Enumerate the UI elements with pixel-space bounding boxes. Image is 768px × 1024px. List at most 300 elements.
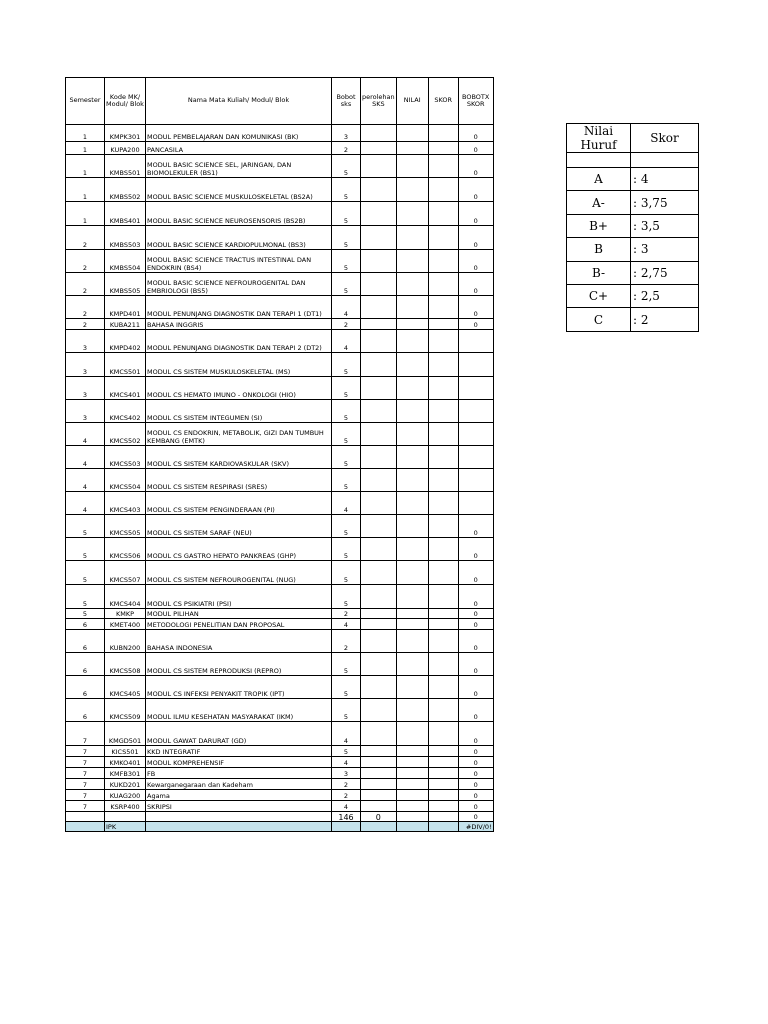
skor-cell bbox=[428, 699, 458, 722]
table-row bbox=[66, 653, 494, 676]
semester-cell: 2 bbox=[66, 226, 105, 250]
semester-cell: 4 bbox=[66, 469, 105, 492]
ipk-empty-cell bbox=[361, 822, 397, 832]
perolehan-cell bbox=[361, 779, 397, 790]
perolehan-cell bbox=[361, 609, 397, 619]
header-row bbox=[66, 78, 494, 125]
total-perolehan: 0 bbox=[361, 812, 397, 822]
bobotx-cell: 0 bbox=[458, 125, 493, 142]
semester-cell: 5 bbox=[66, 538, 105, 561]
nama-cell: MODUL CS PSIKIATRI (PSI) bbox=[146, 585, 332, 609]
perolehan-cell bbox=[361, 142, 397, 155]
sks-cell: 5 bbox=[332, 250, 361, 273]
sks-cell: 4 bbox=[332, 619, 361, 630]
bobotx-cell: 0 bbox=[458, 561, 493, 585]
semester-cell: 6 bbox=[66, 699, 105, 722]
nama-cell: KKD INTEGRATIF bbox=[146, 746, 332, 757]
kode-cell: KMCS508 bbox=[105, 653, 146, 676]
sks-cell: 5 bbox=[332, 446, 361, 469]
skor-cell bbox=[428, 768, 458, 779]
semester-cell: 3 bbox=[66, 330, 105, 353]
skor-cell bbox=[428, 142, 458, 155]
kode-cell: KMCS505 bbox=[105, 515, 146, 538]
bobotx-cell bbox=[458, 377, 493, 400]
semester-cell: 1 bbox=[66, 125, 105, 142]
kode-cell: KMCS507 bbox=[105, 561, 146, 585]
sks-cell: 5 bbox=[332, 353, 361, 377]
grade-score: : 2,5 bbox=[631, 284, 699, 307]
nama-cell: MODUL CS SISTEM RESPIRASI (SRES) bbox=[146, 469, 332, 492]
bobotx-cell bbox=[458, 446, 493, 469]
perolehan-cell bbox=[361, 790, 397, 801]
perolehan-cell bbox=[361, 353, 397, 377]
semester-cell: 7 bbox=[66, 746, 105, 757]
sks-cell: 5 bbox=[332, 400, 361, 423]
nilai-cell bbox=[396, 722, 428, 746]
total-empty-cell bbox=[428, 812, 458, 822]
perolehan-cell bbox=[361, 538, 397, 561]
table-row bbox=[66, 226, 494, 250]
sks-cell: 2 bbox=[332, 630, 361, 653]
grade-row bbox=[567, 191, 699, 214]
skor-cell bbox=[428, 377, 458, 400]
nama-cell: MODUL BASIC SCIENCE MUSKULOSKELETAL (BS2A) bbox=[146, 178, 332, 202]
grade-header-skor: Skor bbox=[631, 124, 699, 153]
kode-cell: KMCS403 bbox=[105, 492, 146, 515]
semester-cell: 7 bbox=[66, 779, 105, 790]
skor-cell bbox=[428, 561, 458, 585]
sks-cell: 2 bbox=[332, 609, 361, 619]
kode-cell: KMPK301 bbox=[105, 125, 146, 142]
perolehan-cell bbox=[361, 515, 397, 538]
kode-cell: KMCS509 bbox=[105, 699, 146, 722]
header-kode: Kode MK/ Modul/ Blok bbox=[105, 78, 146, 125]
table-row bbox=[66, 250, 494, 273]
perolehan-cell bbox=[361, 768, 397, 779]
ipk-empty-cell bbox=[66, 822, 105, 832]
grade-score: : 3 bbox=[631, 238, 699, 261]
nilai-cell bbox=[396, 446, 428, 469]
nama-cell: PANCASILA bbox=[146, 142, 332, 155]
kode-cell: KMBS503 bbox=[105, 226, 146, 250]
sks-cell: 4 bbox=[332, 296, 361, 319]
course-body bbox=[66, 125, 494, 812]
bobotx-cell: 0 bbox=[458, 790, 493, 801]
kode-cell: KMCS504 bbox=[105, 469, 146, 492]
skor-cell bbox=[428, 585, 458, 609]
ipk-empty-cell bbox=[428, 822, 458, 832]
table-row bbox=[66, 790, 494, 801]
sks-cell: 5 bbox=[332, 538, 361, 561]
nama-cell: MODUL BASIC SCIENCE NEFROUROGENITAL DAN EMBRIOLOGI (BS5) bbox=[146, 273, 332, 296]
grade-table bbox=[566, 123, 699, 332]
table-row bbox=[66, 125, 494, 142]
sks-cell: 2 bbox=[332, 319, 361, 330]
nilai-cell bbox=[396, 178, 428, 202]
perolehan-cell bbox=[361, 653, 397, 676]
bobotx-cell bbox=[458, 469, 493, 492]
table-row bbox=[66, 400, 494, 423]
bobotx-cell: 0 bbox=[458, 538, 493, 561]
sks-cell: 4 bbox=[332, 722, 361, 746]
perolehan-cell bbox=[361, 561, 397, 585]
skor-cell bbox=[428, 630, 458, 653]
semester-cell: 2 bbox=[66, 296, 105, 319]
table-row bbox=[66, 178, 494, 202]
skor-cell bbox=[428, 125, 458, 142]
total-empty-cell bbox=[396, 812, 428, 822]
kode-cell: KSRP400 bbox=[105, 801, 146, 812]
skor-cell bbox=[428, 178, 458, 202]
header-skor: SKOR bbox=[428, 78, 458, 125]
kode-cell: KMCS503 bbox=[105, 446, 146, 469]
nilai-cell bbox=[396, 699, 428, 722]
bobotx-cell: 0 bbox=[458, 202, 493, 226]
nama-cell: SKRIPSI bbox=[146, 801, 332, 812]
sks-cell: 3 bbox=[332, 125, 361, 142]
grade-letter: B bbox=[567, 238, 631, 261]
bobotx-cell bbox=[458, 423, 493, 446]
grade-score: : 4 bbox=[631, 168, 699, 191]
semester-cell: 7 bbox=[66, 722, 105, 746]
semester-cell: 2 bbox=[66, 319, 105, 330]
perolehan-cell bbox=[361, 155, 397, 178]
nama-cell: MODUL PEMBELAJARAN DAN KOMUNIKASI (BK) bbox=[146, 125, 332, 142]
skor-cell bbox=[428, 757, 458, 768]
perolehan-cell bbox=[361, 377, 397, 400]
perolehan-cell bbox=[361, 250, 397, 273]
bobotx-cell: 0 bbox=[458, 585, 493, 609]
kode-cell: KICS501 bbox=[105, 746, 146, 757]
nama-cell: MODUL CS ENDOKRIN, METABOLIK, GIZI DAN TUMBUH KEMBANG (EMTK) bbox=[146, 423, 332, 446]
kode-cell: KMBS504 bbox=[105, 250, 146, 273]
perolehan-cell bbox=[361, 699, 397, 722]
skor-cell bbox=[428, 619, 458, 630]
nilai-cell bbox=[396, 653, 428, 676]
grade-row bbox=[567, 214, 699, 237]
table-row bbox=[66, 142, 494, 155]
perolehan-cell bbox=[361, 492, 397, 515]
nama-cell: MODUL KOMPREHENSIF bbox=[146, 757, 332, 768]
nilai-cell bbox=[396, 423, 428, 446]
kode-cell: KMBS501 bbox=[105, 155, 146, 178]
bobotx-cell: 0 bbox=[458, 676, 493, 699]
sks-cell: 5 bbox=[332, 699, 361, 722]
sks-cell: 5 bbox=[332, 226, 361, 250]
table-row bbox=[66, 630, 494, 653]
skor-cell bbox=[428, 492, 458, 515]
skor-cell bbox=[428, 790, 458, 801]
semester-cell: 1 bbox=[66, 202, 105, 226]
nilai-cell bbox=[396, 768, 428, 779]
skor-cell bbox=[428, 801, 458, 812]
nama-cell: BAHASA INDONESIA bbox=[146, 630, 332, 653]
bobotx-cell: 0 bbox=[458, 609, 493, 619]
skor-cell bbox=[428, 273, 458, 296]
skor-cell bbox=[428, 469, 458, 492]
nama-cell: BAHASA INGGRIS bbox=[146, 319, 332, 330]
semester-cell: 6 bbox=[66, 630, 105, 653]
bobotx-cell: 0 bbox=[458, 619, 493, 630]
table-row bbox=[66, 619, 494, 630]
nama-cell: MODUL BASIC SCIENCE SEL, JARINGAN, DAN BIOMOLEKULER (BS1) bbox=[146, 155, 332, 178]
perolehan-cell bbox=[361, 296, 397, 319]
semester-cell: 7 bbox=[66, 757, 105, 768]
header-nama: Nama Mata Kuliah/ Modul/ Blok bbox=[146, 78, 332, 125]
bobotx-cell: 0 bbox=[458, 296, 493, 319]
nilai-cell bbox=[396, 757, 428, 768]
grade-header-huruf: Nilai Huruf bbox=[567, 124, 631, 153]
nama-cell: MODUL CS SISTEM SARAF (NEU) bbox=[146, 515, 332, 538]
nilai-cell bbox=[396, 250, 428, 273]
grade-score: : 2 bbox=[631, 308, 699, 331]
nama-cell: MODUL CS SISTEM KARDIOVASKULAR (SKV) bbox=[146, 446, 332, 469]
sks-cell: 4 bbox=[332, 757, 361, 768]
semester-cell: 1 bbox=[66, 178, 105, 202]
perolehan-cell bbox=[361, 202, 397, 226]
nilai-cell bbox=[396, 801, 428, 812]
sks-cell: 5 bbox=[332, 585, 361, 609]
bobotx-cell: 0 bbox=[458, 273, 493, 296]
table-row bbox=[66, 699, 494, 722]
nama-cell: FB bbox=[146, 768, 332, 779]
nama-cell: MODUL CS INFEKSI PENYAKIT TROPIK (IPT) bbox=[146, 676, 332, 699]
perolehan-cell bbox=[361, 319, 397, 330]
nilai-cell bbox=[396, 330, 428, 353]
nama-cell: MODUL CS SISTEM REPRODUKSI (REPRO) bbox=[146, 653, 332, 676]
kode-cell: KMKO401 bbox=[105, 757, 146, 768]
header-bobot: Bobot sks bbox=[332, 78, 361, 125]
table-row bbox=[66, 423, 494, 446]
header-nilai: NILAI bbox=[396, 78, 428, 125]
sks-cell: 4 bbox=[332, 330, 361, 353]
table-row bbox=[66, 319, 494, 330]
sks-cell: 4 bbox=[332, 492, 361, 515]
grade-letter: B- bbox=[567, 261, 631, 284]
kode-cell: KMBS502 bbox=[105, 178, 146, 202]
kode-cell: KMBS505 bbox=[105, 273, 146, 296]
table-row bbox=[66, 746, 494, 757]
skor-cell bbox=[428, 779, 458, 790]
semester-cell: 7 bbox=[66, 790, 105, 801]
skor-cell bbox=[428, 250, 458, 273]
nama-cell: MODUL BASIC SCIENCE KARDIOPULMONAL (BS3) bbox=[146, 226, 332, 250]
table-row bbox=[66, 296, 494, 319]
bobotx-cell: 0 bbox=[458, 779, 493, 790]
total-bobotx: 0 bbox=[458, 812, 493, 822]
grade-letter: A- bbox=[567, 191, 631, 214]
bobotx-cell: 0 bbox=[458, 801, 493, 812]
course-table bbox=[65, 77, 494, 832]
bobotx-cell: 0 bbox=[458, 226, 493, 250]
skor-cell bbox=[428, 202, 458, 226]
semester-cell: 2 bbox=[66, 250, 105, 273]
grade-row bbox=[567, 308, 699, 331]
sks-cell: 5 bbox=[332, 561, 361, 585]
kode-cell: KMFB301 bbox=[105, 768, 146, 779]
grade-blank-cell bbox=[567, 153, 631, 168]
nama-cell: MODUL PILIHAN bbox=[146, 609, 332, 619]
grade-letter: B+ bbox=[567, 214, 631, 237]
perolehan-cell bbox=[361, 423, 397, 446]
total-row bbox=[66, 812, 494, 822]
sks-cell: 5 bbox=[332, 273, 361, 296]
nilai-cell bbox=[396, 790, 428, 801]
nilai-cell bbox=[396, 630, 428, 653]
semester-cell: 7 bbox=[66, 768, 105, 779]
perolehan-cell bbox=[361, 746, 397, 757]
sks-cell: 5 bbox=[332, 178, 361, 202]
total-empty-cell bbox=[146, 812, 332, 822]
nilai-cell bbox=[396, 125, 428, 142]
ipk-row bbox=[66, 822, 494, 832]
nama-cell: MODUL CS SISTEM NEFROUROGENITAL (NUG) bbox=[146, 561, 332, 585]
skor-cell bbox=[428, 653, 458, 676]
skor-cell bbox=[428, 538, 458, 561]
sks-cell: 5 bbox=[332, 155, 361, 178]
perolehan-cell bbox=[361, 585, 397, 609]
sks-cell: 5 bbox=[332, 746, 361, 757]
nilai-cell bbox=[396, 400, 428, 423]
nilai-cell bbox=[396, 746, 428, 757]
grade-letter: C bbox=[567, 308, 631, 331]
nilai-cell bbox=[396, 202, 428, 226]
skor-cell bbox=[428, 515, 458, 538]
bobotx-cell: 0 bbox=[458, 155, 493, 178]
nilai-cell bbox=[396, 273, 428, 296]
grade-row bbox=[567, 238, 699, 261]
grade-score: : 3,75 bbox=[631, 191, 699, 214]
kode-cell: KUAG200 bbox=[105, 790, 146, 801]
sks-cell: 3 bbox=[332, 768, 361, 779]
perolehan-cell bbox=[361, 722, 397, 746]
total-sks: 146 bbox=[332, 812, 361, 822]
bobotx-cell: 0 bbox=[458, 250, 493, 273]
perolehan-cell bbox=[361, 757, 397, 768]
bobotx-cell: 0 bbox=[458, 746, 493, 757]
sks-cell: 4 bbox=[332, 801, 361, 812]
ipk-empty-cell bbox=[396, 822, 428, 832]
nama-cell: METODOLOGI PENELITIAN DAN PROPOSAL bbox=[146, 619, 332, 630]
grade-header-row bbox=[567, 124, 699, 153]
semester-cell: 4 bbox=[66, 446, 105, 469]
semester-cell: 5 bbox=[66, 585, 105, 609]
kode-cell: KMET400 bbox=[105, 619, 146, 630]
ipk-empty-cell bbox=[146, 822, 332, 832]
nilai-cell bbox=[396, 561, 428, 585]
table-row bbox=[66, 585, 494, 609]
grade-score: : 3,5 bbox=[631, 214, 699, 237]
skor-cell bbox=[428, 746, 458, 757]
perolehan-cell bbox=[361, 178, 397, 202]
semester-cell: 2 bbox=[66, 273, 105, 296]
nilai-cell bbox=[396, 353, 428, 377]
sks-cell: 5 bbox=[332, 469, 361, 492]
table-row bbox=[66, 722, 494, 746]
nama-cell: MODUL CS SISTEM MUSKULOSKELETAL (MS) bbox=[146, 353, 332, 377]
nilai-cell bbox=[396, 226, 428, 250]
sks-cell: 5 bbox=[332, 676, 361, 699]
table-row bbox=[66, 446, 494, 469]
kode-cell: KMCS405 bbox=[105, 676, 146, 699]
kode-cell: KUKD201 bbox=[105, 779, 146, 790]
nama-cell: MODUL CS HEMATO IMUNO - ONKOLOGI (HIO) bbox=[146, 377, 332, 400]
kode-cell: KMPD401 bbox=[105, 296, 146, 319]
nilai-cell bbox=[396, 676, 428, 699]
skor-cell bbox=[428, 296, 458, 319]
bobotx-cell: 0 bbox=[458, 142, 493, 155]
kode-cell: KMCS506 bbox=[105, 538, 146, 561]
nilai-cell bbox=[396, 538, 428, 561]
semester-cell: 6 bbox=[66, 676, 105, 699]
table-row bbox=[66, 676, 494, 699]
perolehan-cell bbox=[361, 446, 397, 469]
bobotx-cell: 0 bbox=[458, 768, 493, 779]
ipk-empty-cell bbox=[332, 822, 361, 832]
nama-cell: MODUL GAWAT DARURAT (GD) bbox=[146, 722, 332, 746]
sks-cell: 5 bbox=[332, 377, 361, 400]
semester-cell: 3 bbox=[66, 353, 105, 377]
sks-cell: 2 bbox=[332, 790, 361, 801]
skor-cell bbox=[428, 330, 458, 353]
kode-cell: KMCS404 bbox=[105, 585, 146, 609]
bobotx-cell: 0 bbox=[458, 630, 493, 653]
table-row bbox=[66, 515, 494, 538]
table-row bbox=[66, 561, 494, 585]
table-row bbox=[66, 377, 494, 400]
skor-cell bbox=[428, 722, 458, 746]
semester-cell: 4 bbox=[66, 423, 105, 446]
nilai-cell bbox=[396, 377, 428, 400]
ipk-label: IPK bbox=[105, 822, 146, 832]
bobotx-cell: 0 bbox=[458, 722, 493, 746]
semester-cell: 6 bbox=[66, 653, 105, 676]
table-row bbox=[66, 202, 494, 226]
kode-cell: KUPA200 bbox=[105, 142, 146, 155]
grade-row bbox=[567, 168, 699, 191]
total-empty-cell bbox=[105, 812, 146, 822]
kode-cell: KMKP bbox=[105, 609, 146, 619]
table-row bbox=[66, 155, 494, 178]
bobotx-cell: 0 bbox=[458, 757, 493, 768]
perolehan-cell bbox=[361, 801, 397, 812]
table-row bbox=[66, 469, 494, 492]
skor-cell bbox=[428, 226, 458, 250]
perolehan-cell bbox=[361, 619, 397, 630]
grade-letter: C+ bbox=[567, 284, 631, 307]
bobotx-cell: 0 bbox=[458, 699, 493, 722]
semester-cell: 1 bbox=[66, 155, 105, 178]
kode-cell: KMCS502 bbox=[105, 423, 146, 446]
nama-cell: MODUL PENUNJANG DIAGNOSTIK DAN TERAPI 1 (DT1) bbox=[146, 296, 332, 319]
sks-cell: 2 bbox=[332, 779, 361, 790]
nilai-cell bbox=[396, 779, 428, 790]
sks-cell: 2 bbox=[332, 142, 361, 155]
grade-body bbox=[567, 124, 699, 332]
header-perolehan: perolehan SKS bbox=[361, 78, 397, 125]
nama-cell: MODUL CS SISTEM PENGINDERAAN (PI) bbox=[146, 492, 332, 515]
skor-cell bbox=[428, 676, 458, 699]
grade-letter: A bbox=[567, 168, 631, 191]
perolehan-cell bbox=[361, 630, 397, 653]
semester-cell: 6 bbox=[66, 619, 105, 630]
perolehan-cell bbox=[361, 226, 397, 250]
sks-cell: 5 bbox=[332, 653, 361, 676]
total-empty-cell bbox=[66, 812, 105, 822]
table-row bbox=[66, 779, 494, 790]
ipk-value: #DIV/0! bbox=[458, 822, 493, 832]
nama-cell: MODUL PENUNJANG DIAGNOSTIK DAN TERAPI 2 (DT2) bbox=[146, 330, 332, 353]
